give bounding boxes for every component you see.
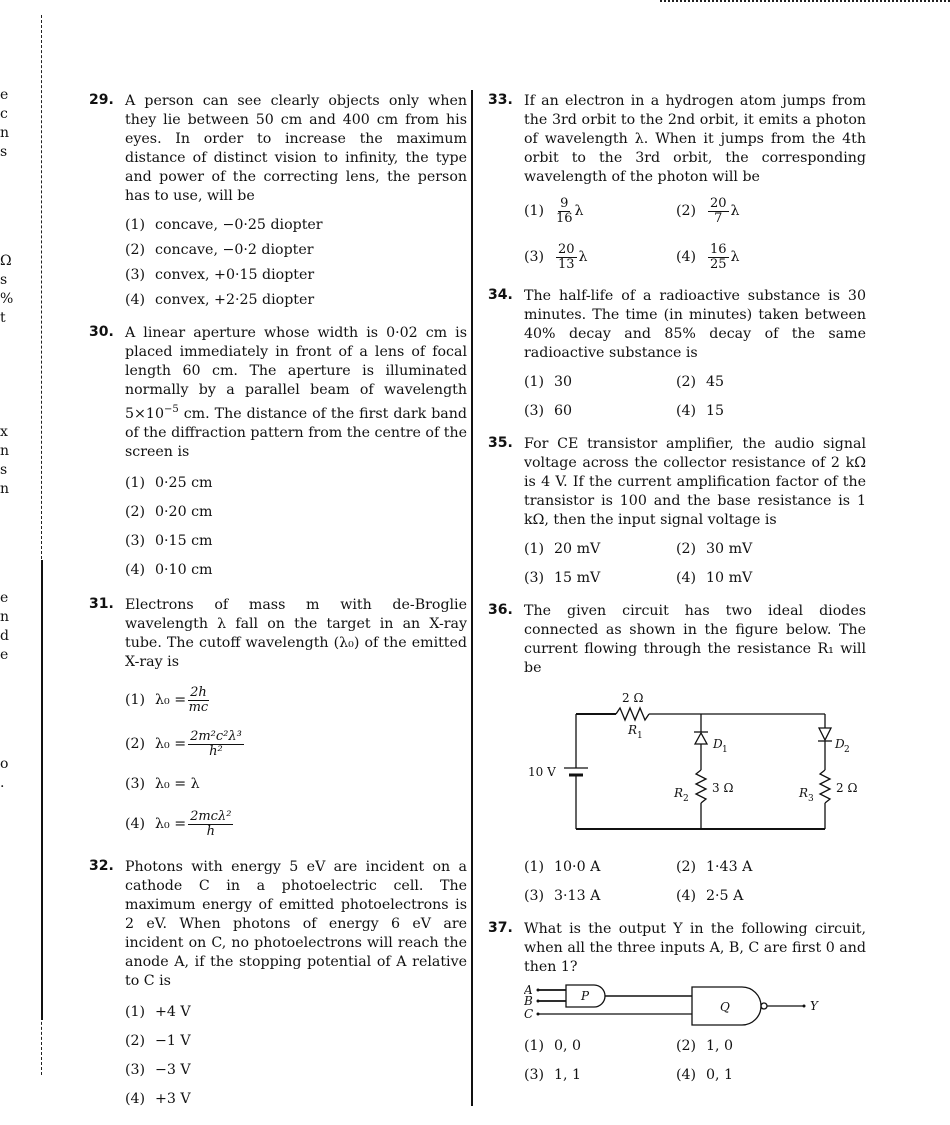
question-text: What is the output Y in the following circuit, when all the three inputs A, B, C are first 0 and then 1?: [524, 921, 866, 975]
denominator: h: [206, 823, 215, 839]
question-33: [488, 92, 866, 275]
margin-fragment: n: [0, 609, 10, 625]
question-text: A person can see clearly objects only when they lie between 50 cm and 400 cm from his eyes. In order to increase the maximum distance of distinct vision to infinity, the type and power of the correcting lens, the person has to use, will be: [125, 93, 467, 204]
option-label: (4): [125, 1090, 146, 1107]
question-text: The half-life of a radioactive substance is 30 minutes. The time (in minutes) taken between 40% decay and 85% decay of the same radioactive substance is: [524, 288, 866, 361]
option-text: 2·5 A: [706, 887, 744, 904]
r1-value-label: 2 Ω: [622, 691, 644, 705]
option-label: (2): [125, 241, 146, 258]
option-2[interactable]: [676, 193, 826, 229]
numerator: 2h: [190, 684, 207, 700]
r3-subscript: 3: [808, 794, 814, 804]
margin-fragment: %: [0, 291, 14, 307]
margin-fragment: n: [0, 481, 10, 497]
option-text: 1, 1: [554, 1066, 582, 1083]
option-text: 1, 0: [706, 1037, 734, 1054]
options-list: [125, 212, 467, 312]
column-divider: [471, 90, 473, 1106]
numerator: 2m²c²λ³: [190, 728, 242, 744]
fraction: [556, 243, 577, 272]
margin-fragment: c: [0, 106, 8, 122]
option-4[interactable]: [676, 883, 826, 908]
question-31: [89, 596, 467, 846]
option-text: 10·0 A: [554, 858, 601, 875]
option-text: −3 V: [155, 1061, 191, 1078]
option-label: (2): [676, 540, 697, 557]
option-3[interactable]: [524, 1062, 676, 1087]
option-label: (4): [676, 402, 697, 419]
option-label: (1): [524, 858, 545, 875]
option-1[interactable]: [524, 1033, 676, 1058]
left-margin-solid-line: [41, 560, 43, 1020]
gate-q-label: Q: [720, 1000, 730, 1014]
question-number: 33.: [488, 92, 513, 108]
options-grid: [524, 369, 866, 423]
option-label: (3): [524, 1066, 545, 1083]
option-label: (2): [676, 1037, 697, 1054]
r2-subscript: 2: [683, 794, 689, 804]
fraction: [188, 810, 233, 839]
option-text: 30: [554, 373, 573, 390]
option-label: (3): [524, 887, 545, 904]
question-number: 36.: [488, 602, 513, 618]
option-3[interactable]: [125, 766, 467, 802]
margin-fragment: e: [0, 590, 9, 606]
question-text-part: cm. The distance of the first dark band of the diffraction pattern from the centre of the screen is: [125, 406, 467, 460]
question-text: [125, 324, 467, 462]
question-30: [89, 324, 467, 584]
logic-circuit-svg: [524, 981, 834, 1027]
margin-fragment: e: [0, 647, 9, 663]
option-text: 3·13 A: [554, 887, 601, 904]
option-label: (2): [676, 373, 697, 390]
option-text: 0, 1: [706, 1066, 734, 1083]
option-text: +4 V: [155, 1003, 191, 1020]
numerator: 2mcλ²: [190, 808, 232, 824]
input-b-label: B: [524, 994, 533, 1008]
option-label: (3): [524, 249, 545, 265]
input-a-label: A: [524, 983, 533, 997]
question-number: 30.: [89, 324, 114, 340]
option-2[interactable]: [676, 1033, 826, 1058]
option-4[interactable]: [676, 1062, 826, 1087]
margin-fragment: d: [0, 628, 9, 644]
d1-label: D: [713, 737, 723, 751]
question-number: 34.: [488, 287, 513, 303]
option-label: (4): [676, 249, 697, 265]
options-list: [125, 468, 467, 584]
margin-fragment: n: [0, 443, 10, 459]
question-32: [89, 858, 467, 1113]
r2-value-label: 3 Ω: [712, 781, 734, 795]
option-text: 15 mV: [554, 569, 601, 586]
option-3[interactable]: [524, 398, 676, 423]
options-list: [125, 997, 467, 1113]
input-c-label: C: [524, 1007, 534, 1021]
margin-fragment: s: [0, 144, 8, 160]
option-text: 15: [706, 402, 725, 419]
option-text: 1·43 A: [706, 858, 753, 875]
top-edge-rule: [660, 0, 950, 4]
option-2[interactable]: [125, 722, 467, 766]
d2-label: D: [835, 737, 845, 751]
question-35: [488, 435, 866, 590]
question-text: If an electron in a hydrogen atom jumps from the 3rd orbit to the 2nd orbit, it emits a photon of wavelength λ. When it jumps from the 4th orbit to the 3rd orbit, the corresponding wavelength of the photon will be: [524, 93, 866, 185]
option-label: (3): [125, 1061, 146, 1078]
left-column: [89, 92, 467, 1125]
right-column: [488, 92, 866, 1099]
option-label: (2): [125, 1032, 146, 1049]
option-2[interactable]: [676, 854, 826, 879]
option-text: 0, 0: [554, 1037, 582, 1054]
option-text: 0·25 cm: [155, 474, 213, 491]
r3-value-label: 2 Ω: [836, 781, 858, 795]
option-4[interactable]: [125, 287, 467, 312]
battery-voltage-label: 10 V: [528, 765, 556, 779]
question-text: Electrons of mass m with de-Broglie wavelength λ fall on the target in an X-ray tube. The cutoff wavelength (λ₀) of the emitted X-ray is: [125, 597, 467, 670]
option-1[interactable]: [125, 212, 467, 237]
margin-fragment: .: [0, 775, 5, 791]
option-text: 20 mV: [554, 540, 601, 557]
lambda-symbol: λ: [574, 203, 584, 219]
option-1[interactable]: [524, 854, 676, 879]
fraction: [188, 686, 209, 715]
lambda-symbol: λ: [730, 249, 740, 265]
options-grid: [524, 1033, 866, 1087]
logic-gate-diagram: [524, 981, 866, 1031]
fraction: [708, 197, 729, 226]
question-text: The given circuit has two ideal diodes connected as shown in the figure below. The current flowing through the resistance R₁ will be: [524, 603, 866, 676]
option-3[interactable]: [125, 1055, 467, 1084]
option-text: +3 V: [155, 1090, 191, 1107]
option-label: (2): [676, 203, 697, 219]
margin-fragment: s: [0, 462, 8, 478]
question-36: [488, 602, 866, 908]
option-label: (4): [125, 816, 146, 832]
option-label: (2): [125, 503, 146, 520]
d2-subscript: 2: [844, 745, 850, 755]
option-2[interactable]: [125, 497, 467, 526]
denominator: 7: [714, 210, 723, 226]
r1-label: R: [628, 723, 638, 737]
output-y-label: Y: [810, 999, 818, 1013]
question-34: [488, 287, 866, 423]
numerator: 9: [560, 195, 569, 211]
numerator: 20: [558, 241, 575, 257]
option-label: (4): [676, 887, 697, 904]
option-label: (1): [524, 373, 545, 390]
fraction: [708, 243, 729, 272]
question-number: 32.: [89, 858, 114, 874]
equation-lhs: λ₀ =: [155, 736, 187, 752]
lambda-symbol: λ: [578, 249, 588, 265]
option-text: concave, −0·2 diopter: [155, 241, 314, 258]
option-3[interactable]: [125, 526, 467, 555]
denominator: 25: [710, 256, 727, 272]
option-3[interactable]: [524, 565, 676, 590]
option-1[interactable]: [524, 193, 676, 229]
option-label: (3): [524, 569, 545, 586]
question-text-part: A linear aperture whose width is 0·02 cm is placed immediately in front of a lens of focal length 60 cm. The aperture is illuminated normally by a parallel beam of wavelength 5×10: [125, 325, 467, 422]
option-text: −1 V: [155, 1032, 191, 1049]
exponent: −5: [163, 404, 179, 415]
margin-fragment: t: [0, 310, 6, 326]
option-label: (4): [125, 291, 146, 308]
r1-subscript: 1: [637, 731, 643, 741]
option-label: (3): [524, 402, 545, 419]
equation-lhs: λ₀ =: [155, 816, 187, 832]
denominator: 13: [558, 256, 575, 272]
question-number: 31.: [89, 596, 114, 612]
option-1[interactable]: [524, 536, 676, 561]
option-text: convex, +0·15 diopter: [155, 266, 315, 283]
question-37: [488, 920, 866, 1087]
option-label: (1): [125, 216, 146, 233]
r2-label: R: [674, 786, 684, 800]
option-label: (3): [125, 532, 146, 549]
option-label: (1): [524, 203, 545, 219]
options-grid: [524, 854, 866, 908]
option-2[interactable]: [125, 1026, 467, 1055]
option-text: 30 mV: [706, 540, 753, 557]
option-label: (4): [676, 569, 697, 586]
option-4[interactable]: [125, 802, 467, 846]
d1-subscript: 1: [722, 745, 728, 755]
question-number: 29.: [89, 92, 114, 108]
option-4[interactable]: [676, 398, 826, 423]
options-grid: [524, 193, 866, 275]
numerator: 16: [710, 241, 727, 257]
option-label: (3): [125, 776, 146, 792]
margin-fragment: n: [0, 125, 10, 141]
denominator: h²: [209, 743, 223, 759]
circuit-svg: [524, 684, 864, 844]
denominator: 16: [556, 210, 573, 226]
question-29: [89, 92, 467, 312]
option-label: (4): [125, 561, 146, 578]
options-list: [125, 678, 467, 846]
option-3[interactable]: [125, 262, 467, 287]
option-4[interactable]: [125, 1084, 467, 1113]
equation-lhs: λ₀ =: [155, 692, 187, 708]
option-text: 0·20 cm: [155, 503, 213, 520]
margin-fragment: s: [0, 272, 8, 288]
option-4[interactable]: [676, 565, 826, 590]
gate-p-label: P: [581, 989, 590, 1003]
option-1[interactable]: [524, 369, 676, 394]
option-4[interactable]: [676, 239, 826, 275]
question-text: Photons with energy 5 eV are incident on a cathode C in a photoelectric cell. The maximum energy of emitted photoelectrons is 2 eV. When photons of energy 6 eV are incident on C, no photoelectrons will reach the anode A, if the stopping potential of A relative to C is: [125, 859, 467, 989]
margin-fragment: e: [0, 87, 9, 103]
option-2[interactable]: [125, 237, 467, 262]
equation-lhs: λ₀ =: [155, 776, 187, 792]
numerator: 20: [710, 195, 727, 211]
option-label: (2): [125, 736, 146, 752]
margin-fragment: o: [0, 756, 9, 772]
option-label: (1): [125, 692, 146, 708]
option-label: (3): [125, 266, 146, 283]
option-3[interactable]: [524, 883, 676, 908]
option-text: 0·15 cm: [155, 532, 213, 549]
option-label: (1): [125, 1003, 146, 1020]
option-label: (1): [125, 474, 146, 491]
question-number: 37.: [488, 920, 513, 936]
denominator: mc: [188, 699, 209, 715]
option-1[interactable]: [125, 468, 467, 497]
option-2[interactable]: [676, 536, 826, 561]
option-label: (1): [524, 1037, 545, 1054]
option-1[interactable]: [125, 678, 467, 722]
option-text: 10 mV: [706, 569, 753, 586]
option-label: (4): [676, 1066, 697, 1083]
option-label: (2): [676, 858, 697, 875]
option-4[interactable]: [125, 555, 467, 584]
option-text: convex, +2·25 diopter: [155, 291, 315, 308]
option-2[interactable]: [676, 369, 826, 394]
option-label: (1): [524, 540, 545, 557]
option-text: 45: [706, 373, 725, 390]
question-number: 35.: [488, 435, 513, 451]
option-1[interactable]: [125, 997, 467, 1026]
equation-rhs: λ: [190, 776, 200, 792]
fraction: [188, 730, 244, 759]
margin-fragment: Ω: [0, 253, 12, 269]
r3-label: R: [799, 786, 809, 800]
option-text: 60: [554, 402, 573, 419]
option-3[interactable]: [524, 239, 676, 275]
margin-fragment: x: [0, 424, 8, 440]
question-text: For CE transistor amplifier, the audio signal voltage across the collector resistance of 2 kΩ is 4 V. If the current amplification factor of the transistor is 100 and the base resistance is 1 kΩ, then the input signal voltage is: [524, 436, 866, 528]
diode-circuit-diagram: [524, 684, 866, 848]
option-text: concave, −0·25 diopter: [155, 216, 323, 233]
options-grid: [524, 536, 866, 590]
lambda-symbol: λ: [730, 203, 740, 219]
option-text: 0·10 cm: [155, 561, 213, 578]
fraction: [556, 197, 573, 226]
